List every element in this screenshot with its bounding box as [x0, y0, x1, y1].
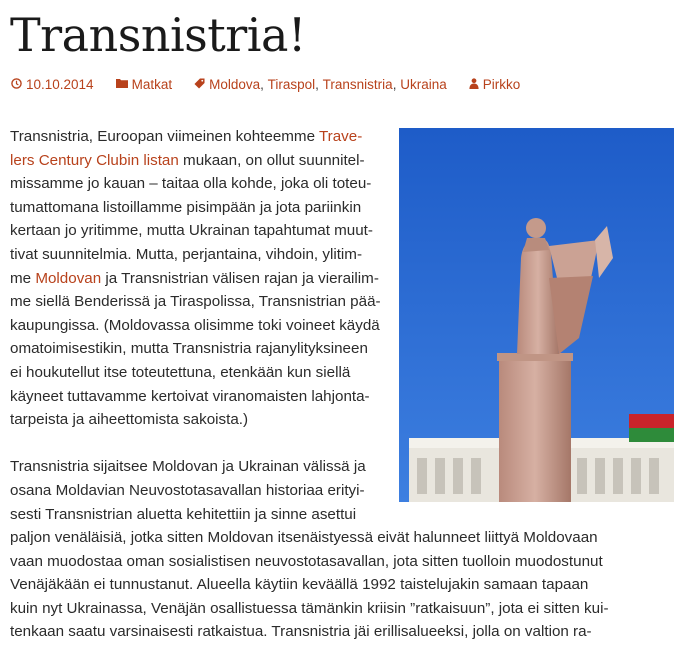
tag-link-moldova[interactable]: Moldova [209, 76, 261, 92]
folder-icon [116, 78, 128, 90]
entry-date[interactable] [11, 77, 94, 92]
entry-author [469, 77, 521, 92]
entry-tags: Moldova , Tiraspol , Transnistria , Ukraina [194, 77, 447, 92]
tag-link-tiraspol[interactable]: Tiraspol [267, 76, 316, 92]
page-title: Transnistria! [10, 8, 306, 62]
post-content [10, 125, 678, 644]
tag-link-transnistria[interactable]: Transnistria [322, 76, 393, 92]
clock-icon [11, 78, 22, 91]
travelers-century-club-link-cont[interactable]: lers Century Clubin listan [10, 151, 179, 169]
user-icon [469, 78, 479, 91]
entry-category [116, 77, 173, 92]
travelers-century-club-link[interactable]: Trave- [318, 128, 363, 145]
tag-icon [194, 78, 205, 91]
paragraph-2: Transnistria sijaitsee Moldovan ja Ukrainan välissä ja osana Moldavian Neuvostotasavallan historiaa erityi- sesti Transnistrian aluetta kehitettiin ja sinne asettui paljon venäläisiä, jotka sitten Moldovan itsenäistyessä eivät halunneet liittyä Moldovaan vaan muodostaa oman sosialistisen neuvostotasavallan, jota sitten tuolloin muodostunut Venäjäkään ei tunnustanut. Alueella käytiin keväällä 1992 taistelujakin samaan tapaan kuin nyt Ukrainassa, Venäjän osallistuessa tämänkin kriisin ”ratkaisuun”, jota ei sitten kui- tenkaan saatu varsinaisesti ratkaistua. Transnistria jäi erillisalueeksi, jolla on valtion ra- [10, 458, 609, 641]
author-link[interactable]: Pirkko [482, 76, 521, 92]
category-link[interactable]: Matkat [131, 76, 173, 92]
paragraph-1: Transnistria, Euroopan viimeinen kohteemme Trave- lers Century Clubin listan mukaan, on ollut suunnitel- missamme jo kauan – taitaa olla kohde, joka oli toteu- tumattomana listoillamme pisimpään ja jota pariinkin kertaan jo yritimme, mutta Ukrainan tapahtumat muut- tivat suunnitelmia. Mutta, perjantaina, vihdoin, ylitim- me Moldovan ja Transnistrian välisen rajan ja vierailim- me siellä Benderissä ja Tiraspolissa, Transnistrian pää- kaupungissa. (Moldovassa olisimme toki voineet käydä omatoimisestikin, mutta Transnistria rajanylityksineen ei houkutellut itse toteutettuna, etenkään kun siellä käyneet tuttavamme kertoivat viranomaisten lahjonta- tarpeista ja aiheettomista sakoista.) [10, 128, 381, 429]
tag-link-ukraina[interactable]: Ukraina [400, 76, 447, 92]
moldova-link[interactable]: Moldovan [35, 269, 102, 287]
date-link[interactable]: 10.10.2014 [26, 76, 94, 92]
entry-meta [11, 74, 542, 94]
